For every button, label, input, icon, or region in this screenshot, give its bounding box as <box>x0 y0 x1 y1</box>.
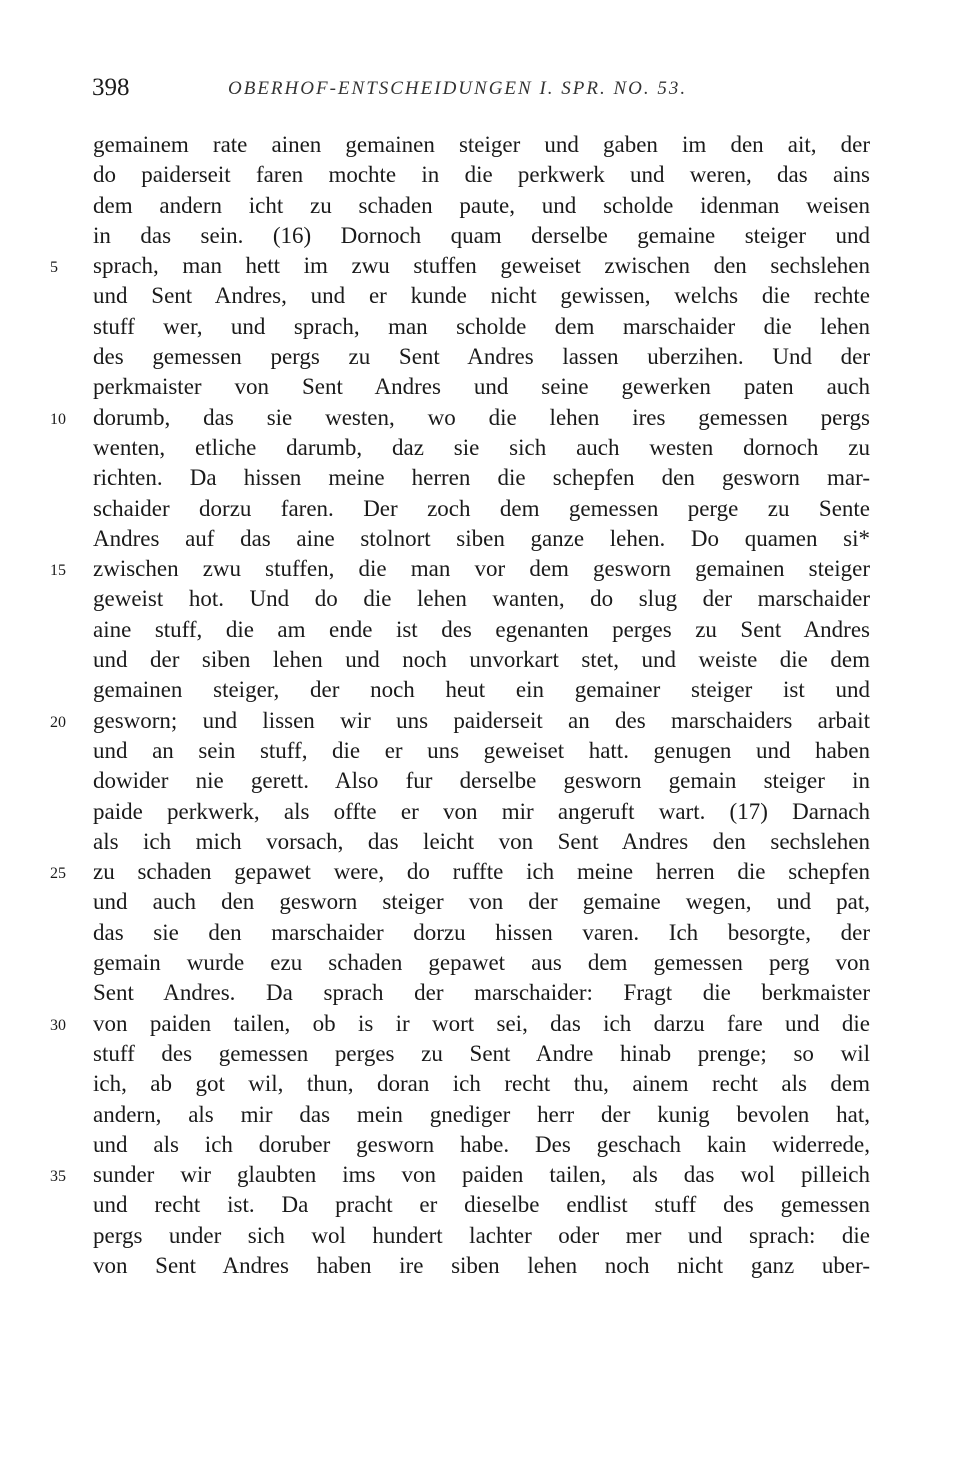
text-line <box>0 827 960 857</box>
text-line <box>0 554 960 584</box>
text-line <box>0 1130 960 1160</box>
text-line <box>0 403 960 433</box>
line-text: paide perkwerk, als offte er von mir angeruft wart. (17) Darnach <box>93 798 870 824</box>
line-text: gemainen steiger, der noch heut ein gemainer steiger ist und <box>93 677 870 703</box>
line-text: richten. Da hissen meine herren die schepfen den gesworn mar- <box>93 465 870 491</box>
text-line <box>0 251 960 281</box>
text-line <box>0 494 960 524</box>
line-number: 30 <box>50 1016 66 1034</box>
text-line <box>0 1039 960 1069</box>
text-line <box>0 615 960 645</box>
text-line <box>0 191 960 221</box>
text-line <box>0 1160 960 1190</box>
line-text: ich, ab got wil, thun, doran ich recht thu, ainem recht als dem <box>93 1071 870 1097</box>
line-number: 20 <box>50 713 66 731</box>
line-text: von paiden tailen, ob is ir wort sei, das ich darzu fare und die <box>93 1010 870 1036</box>
line-text: gemainem rate ainen gemainen steiger und gaben im den ait, der <box>93 132 870 157</box>
text-line <box>0 1100 960 1130</box>
line-text: gesworn; und lissen wir uns paiderseit an des marschaiders arbait <box>93 707 870 733</box>
line-text: und Sent Andres, und er kunde nicht gewissen, welchs die rechte <box>93 283 870 309</box>
line-number: 10 <box>50 410 66 428</box>
line-text: perkmaister von Sent Andres und seine gewerken paten auch <box>93 374 870 400</box>
line-text: wenten, etliche darumb, daz sie sich auch westen dornoch zu <box>93 434 870 460</box>
text-line <box>0 130 960 160</box>
text-line <box>0 736 960 766</box>
text-line <box>0 1221 960 1251</box>
text-line <box>0 1251 960 1281</box>
line-text: dem andern icht zu schaden paute, und scholde idenman weisen <box>93 192 870 218</box>
line-text: dowider nie gerett. Also fur derselbe gesworn gemain steiger in <box>93 768 870 794</box>
page-number: 398 <box>92 74 130 101</box>
line-text: gemain wurde ezu schaden gepawet aus dem gemessen perg von <box>93 950 870 976</box>
line-text: sunder wir glaubten ims von paiden tailen, als das wol pilleich <box>93 1162 870 1188</box>
text-line <box>0 1190 960 1220</box>
running-title: OBERHOF-ENTSCHEIDUNGEN I. SPR. NO. 53. <box>228 78 688 99</box>
line-text: schaider dorzu faren. Der zoch dem gemessen perge zu Sente <box>93 495 870 521</box>
text-line <box>0 1009 960 1039</box>
page-header <box>92 74 872 108</box>
text-line <box>0 160 960 190</box>
text-line <box>0 706 960 736</box>
line-number: 35 <box>50 1168 66 1186</box>
text-line <box>0 312 960 342</box>
line-text: in das sein. (16) Dornoch quam derselbe gemaine steiger und <box>93 222 870 248</box>
text-line <box>0 978 960 1008</box>
line-text: und auch den gesworn steiger von der gemaine wegen, und pat, <box>93 889 870 915</box>
line-text: und der siben lehen und noch unvorkart stet, und weiste die dem <box>93 647 870 673</box>
line-text: dorumb, das sie westen, wo die lehen ires gemessen pergs <box>93 404 870 430</box>
line-text: stuff wer, und sprach, man scholde dem marschaider die lehen <box>93 313 870 339</box>
text-line <box>0 675 960 705</box>
text-line <box>0 887 960 917</box>
line-text: des gemessen pergs zu Sent Andres lassen uberzihen. Und der <box>93 344 870 370</box>
text-line <box>0 584 960 614</box>
line-text: Sent Andres. Da sprach der marschaider: Fragt die berkmaister <box>93 980 870 1006</box>
text-line <box>0 342 960 372</box>
text-line <box>0 281 960 311</box>
line-number: 25 <box>50 865 66 883</box>
body-text <box>0 130 960 1281</box>
text-line <box>0 766 960 796</box>
line-text: und an sein stuff, die er uns geweiset hatt. genugen und haben <box>93 737 870 763</box>
line-text: und als ich doruber gesworn habe. Des geschach kain widerrede, <box>93 1131 870 1157</box>
text-line <box>0 645 960 675</box>
line-text: andern, als mir das mein gnediger herr der kunig bevolen hat, <box>93 1101 870 1127</box>
text-line <box>0 948 960 978</box>
line-number: 15 <box>50 562 66 580</box>
line-text: und recht ist. Da pracht er dieselbe endlist stuff des gemessen <box>93 1192 870 1218</box>
text-line <box>0 433 960 463</box>
line-number: 5 <box>50 259 58 277</box>
text-line <box>0 221 960 251</box>
text-line <box>0 463 960 493</box>
line-text: Andres auf das aine stolnort siben ganze lehen. Do quamen si* <box>93 525 870 551</box>
line-text: das sie den marschaider dorzu hissen varen. Ich besorgte, der <box>93 919 870 945</box>
text-line <box>0 524 960 554</box>
line-text: stuff des gemessen perges zu Sent Andre hinab prenge; so wil <box>93 1040 870 1066</box>
text-line <box>0 1069 960 1099</box>
line-text: von Sent Andres haben ire siben lehen noch nicht ganz uber- <box>93 1252 870 1278</box>
text-line <box>0 797 960 827</box>
text-line <box>0 918 960 948</box>
line-text: als ich mich vorsach, das leicht von Sent Andres den sechslehen <box>93 828 870 854</box>
line-text: zwischen zwu stuffen, die man vor dem gesworn gemainen steiger <box>93 556 870 582</box>
line-text: aine stuff, die am ende ist des egenanten perges zu Sent Andres <box>93 616 870 642</box>
line-text: sprach, man hett im zwu stuffen geweiset zwischen den sechslehen <box>93 253 870 279</box>
text-line <box>0 857 960 887</box>
line-text: pergs under sich wol hundert lachter oder mer und sprach: die <box>93 1222 870 1248</box>
line-text: geweist hot. Und do die lehen wanten, do slug der marschaider <box>93 586 870 612</box>
line-text: do paiderseit faren mochte in die perkwerk und weren, das ains <box>93 162 870 188</box>
text-line <box>0 372 960 402</box>
line-text: zu schaden gepawet were, do ruffte ich meine herren die schepfen <box>93 859 870 885</box>
